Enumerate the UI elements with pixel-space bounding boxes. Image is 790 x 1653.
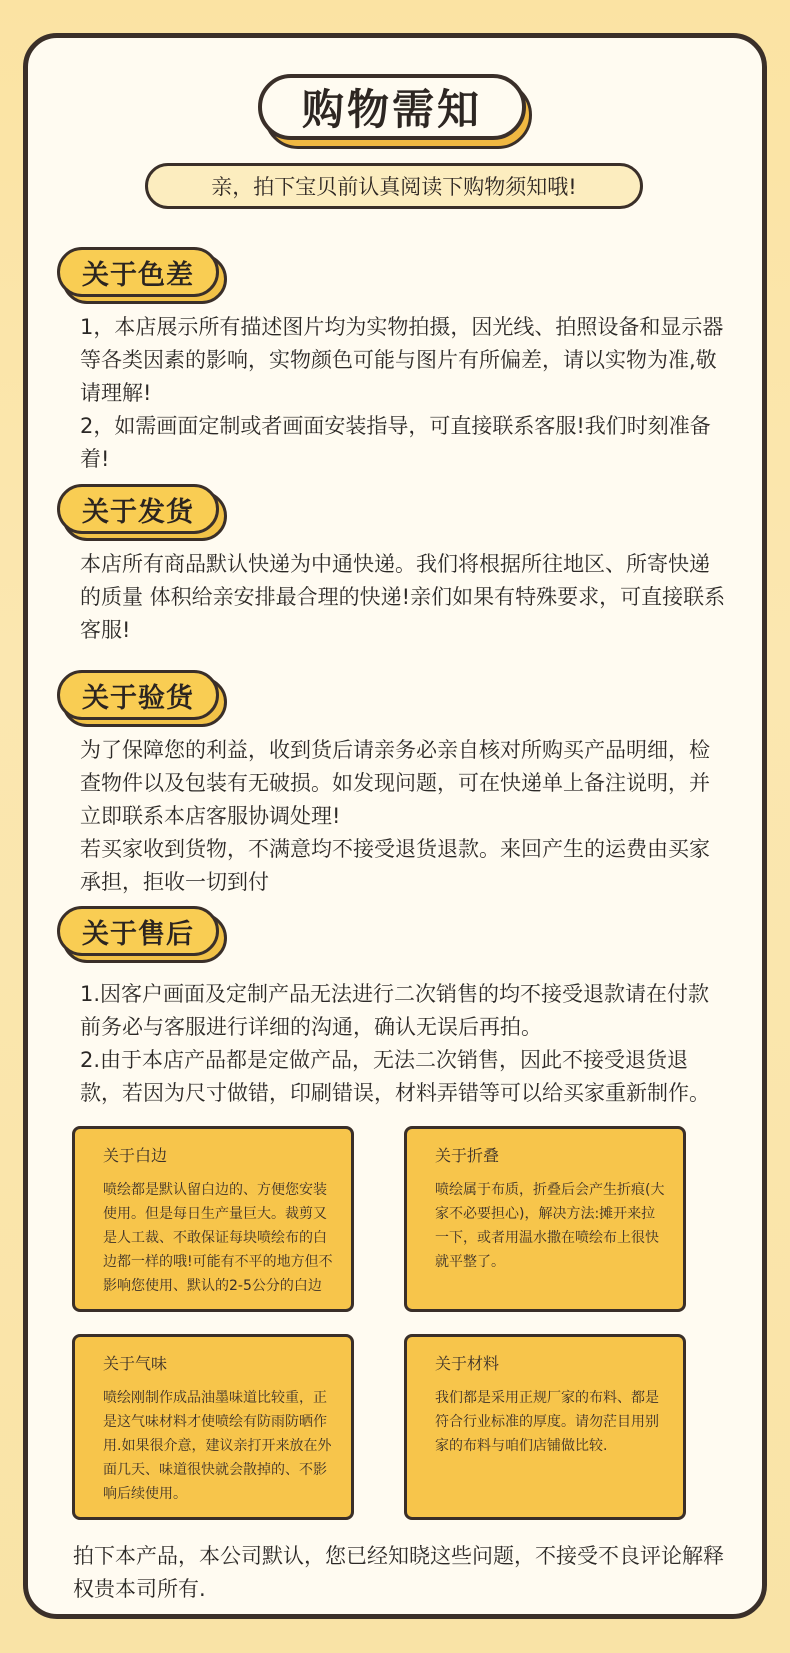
note-box-smell bbox=[72, 1334, 354, 1520]
note-title: 关于折叠 bbox=[435, 1146, 500, 1165]
footer-disclaimer: 拍下本产品，本公司默认，您已经知晓这些问题，不接受不良评论解释权贵本司所有. bbox=[73, 1544, 724, 1601]
note-title: 关于材料 bbox=[435, 1354, 500, 1373]
section-heading: 关于售后 bbox=[57, 906, 219, 956]
section-text-shipping bbox=[80, 548, 730, 647]
section-tag-color bbox=[57, 247, 227, 303]
note-box-material bbox=[404, 1334, 686, 1520]
note-title: 关于白边 bbox=[103, 1146, 168, 1165]
paragraph: 2.由于本店产品都是定做产品，无法二次销售，因此不接受退货退款，若因为尺寸做错，印刷错误，材料弄错等可以给买家重新制作。 bbox=[80, 1048, 710, 1105]
note-body: 喷绘属于布质，折叠后会产生折痕(大家不必要担心)，解决方法:摊开来拉一下，或者用温水撒在喷绘布上很快就平整了。 bbox=[435, 1182, 665, 1270]
section-tag-inspection bbox=[57, 670, 227, 726]
section-heading: 关于发货 bbox=[57, 484, 219, 534]
section-tag-shipping bbox=[57, 484, 227, 540]
note-body: 喷绘刚制作成品油墨味道比较重，正是这气味材料才使喷绘有防雨防晒作用.如果很介意，建议亲打开来放在外面几天、味道很快就会散掉的、不影响后续使用。 bbox=[103, 1390, 332, 1502]
section-text-inspection bbox=[80, 734, 730, 899]
paragraph: 为了保障您的利益，收到货后请亲务必亲自核对所购买产品明细，检查物件以及包装有无破损。如发现问题，可在快递单上备注说明，并立即联系本店客服协调处理! bbox=[80, 738, 710, 828]
section-text-color bbox=[80, 311, 730, 476]
note-body: 喷绘都是默认留白边的、方便您安装使用。但是每日生产量巨大。裁剪又是人工裁、不敢保证每块喷绘布的白边都一样的哦!可能有不平的地方但不影响您使用、默认的2-5公分的白边 bbox=[103, 1182, 333, 1294]
subtitle-pill: 亲，拍下宝贝前认真阅读下购物须知哦! bbox=[145, 163, 643, 209]
paragraph: 若买家收到货物，不满意均不接受退货退款。来回产生的运费由买家承担，拒收一切到付 bbox=[80, 837, 710, 894]
section-text-after-sales bbox=[80, 978, 730, 1110]
note-box-white-edge bbox=[72, 1126, 354, 1312]
section-heading: 关于验货 bbox=[57, 670, 219, 720]
note-title: 关于气味 bbox=[103, 1354, 168, 1373]
section-tag-after-sales bbox=[57, 906, 227, 962]
page-title: 购物需知 bbox=[258, 74, 526, 140]
paragraph: 2，如需画面定制或者画面安装指导，可直接联系客服!我们时刻准备着! bbox=[80, 414, 711, 471]
title-badge bbox=[258, 74, 530, 147]
paragraph: 1.因客户画面及定制产品无法进行二次销售的均不接受退款请在付款前务必与客服进行详细的沟通，确认无误后再拍。 bbox=[80, 982, 710, 1039]
note-body: 我们都是采用正规厂家的布料、都是符合行业标准的厚度。请勿茫目用别家的布料与咱们店铺做比较. bbox=[435, 1390, 659, 1454]
section-heading: 关于色差 bbox=[57, 247, 219, 297]
note-box-folding bbox=[404, 1126, 686, 1312]
paragraph: 1，本店展示所有描述图片均为实物拍摄，因光线、拍照设备和显示器等各类因素的影响，实物颜色可能与图片有所偏差，请以实物为准,敬请理解! bbox=[80, 315, 724, 405]
paragraph: 本店所有商品默认快递为中通快递。我们将根据所往地区、所寄快递的质量 体积给亲安排最合理的快递!亲们如果有特殊要求，可直接联系客服! bbox=[80, 552, 726, 642]
